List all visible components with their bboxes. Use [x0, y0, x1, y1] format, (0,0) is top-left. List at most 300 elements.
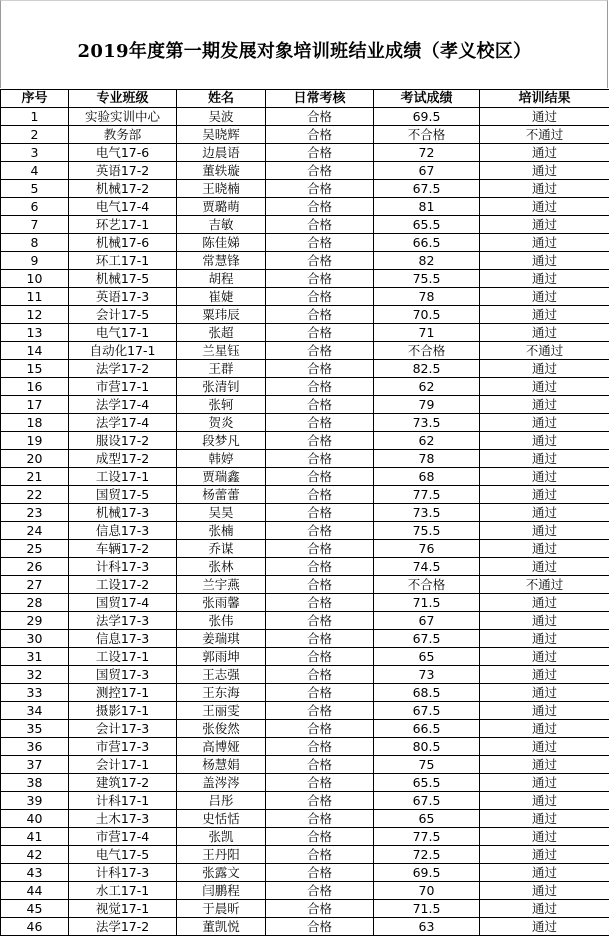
row-daily-assessment-cell: 合格 [266, 270, 374, 288]
row-index-cell: 5 [1, 180, 69, 198]
table-row [1, 576, 609, 594]
row-name-cell: 姜瑞琪 [177, 630, 266, 648]
row-index-cell: 26 [1, 558, 69, 576]
table-body [1, 108, 609, 936]
row-daily-assessment-cell: 合格 [266, 432, 374, 450]
row-class-cell: 电气17-1 [69, 324, 177, 342]
row-class-cell: 工设17-2 [69, 576, 177, 594]
table-row [1, 684, 609, 702]
row-training-result-cell: 通过 [480, 756, 609, 774]
row-training-result-cell: 通过 [480, 648, 609, 666]
table-row [1, 540, 609, 558]
row-exam-score-cell: 67 [374, 162, 480, 180]
row-index-cell: 25 [1, 540, 69, 558]
row-exam-score-cell: 77.5 [374, 486, 480, 504]
row-index-cell: 43 [1, 864, 69, 882]
table-row [1, 594, 609, 612]
row-index-cell: 29 [1, 612, 69, 630]
row-class-cell: 机械17-6 [69, 234, 177, 252]
row-name-cell: 兰宇燕 [177, 576, 266, 594]
row-daily-assessment-cell: 合格 [266, 504, 374, 522]
row-training-result-cell: 通过 [480, 774, 609, 792]
row-index-cell: 23 [1, 504, 69, 522]
row-exam-score-cell: 65 [374, 810, 480, 828]
row-index-cell: 41 [1, 828, 69, 846]
row-name-cell: 张林 [177, 558, 266, 576]
row-training-result-cell: 通过 [480, 468, 609, 486]
row-class-cell: 英语17-3 [69, 288, 177, 306]
row-class-cell: 计科17-3 [69, 558, 177, 576]
row-name-cell: 贺炎 [177, 414, 266, 432]
row-training-result-cell: 通过 [480, 630, 609, 648]
row-class-cell: 环艺17-1 [69, 216, 177, 234]
row-exam-score-cell: 78 [374, 450, 480, 468]
table-row [1, 126, 609, 144]
row-daily-assessment-cell: 合格 [266, 882, 374, 900]
row-name-cell: 王丽雯 [177, 702, 266, 720]
row-name-cell: 张雨馨 [177, 594, 266, 612]
row-training-result-cell: 通过 [480, 288, 609, 306]
column-header-index: 序号 [1, 90, 69, 108]
row-daily-assessment-cell: 合格 [266, 252, 374, 270]
row-class-cell: 市营17-3 [69, 738, 177, 756]
table-row [1, 864, 609, 882]
row-name-cell: 吴昊 [177, 504, 266, 522]
table-row [1, 234, 609, 252]
row-index-cell: 39 [1, 792, 69, 810]
table-row [1, 846, 609, 864]
row-index-cell: 6 [1, 198, 69, 216]
row-name-cell: 闫鹏程 [177, 882, 266, 900]
row-daily-assessment-cell: 合格 [266, 234, 374, 252]
row-name-cell: 高博娅 [177, 738, 266, 756]
row-name-cell: 王丹阳 [177, 846, 266, 864]
row-daily-assessment-cell: 合格 [266, 198, 374, 216]
row-name-cell: 王晓楠 [177, 180, 266, 198]
table-row [1, 216, 609, 234]
row-daily-assessment-cell: 合格 [266, 486, 374, 504]
row-daily-assessment-cell: 合格 [266, 846, 374, 864]
row-name-cell: 张轲 [177, 396, 266, 414]
row-class-cell: 车辆17-2 [69, 540, 177, 558]
row-exam-score-cell: 82.5 [374, 360, 480, 378]
row-training-result-cell: 通过 [480, 144, 609, 162]
row-daily-assessment-cell: 合格 [266, 324, 374, 342]
row-name-cell: 张俊然 [177, 720, 266, 738]
row-exam-score-cell: 71 [374, 324, 480, 342]
row-name-cell: 郭雨坤 [177, 648, 266, 666]
row-class-cell: 法学17-2 [69, 918, 177, 936]
row-exam-score-cell: 73 [374, 666, 480, 684]
row-daily-assessment-cell: 合格 [266, 522, 374, 540]
row-exam-score-cell: 70.5 [374, 306, 480, 324]
table-row [1, 630, 609, 648]
row-daily-assessment-cell: 合格 [266, 360, 374, 378]
row-name-cell: 贾瑞鑫 [177, 468, 266, 486]
row-index-cell: 14 [1, 342, 69, 360]
row-index-cell: 30 [1, 630, 69, 648]
table-row [1, 432, 609, 450]
row-name-cell: 张楠 [177, 522, 266, 540]
row-daily-assessment-cell: 合格 [266, 414, 374, 432]
row-training-result-cell: 通过 [480, 918, 609, 936]
row-index-cell: 19 [1, 432, 69, 450]
row-index-cell: 21 [1, 468, 69, 486]
row-daily-assessment-cell: 合格 [266, 342, 374, 360]
row-name-cell: 于晨昕 [177, 900, 266, 918]
row-index-cell: 22 [1, 486, 69, 504]
row-training-result-cell: 通过 [480, 162, 609, 180]
row-daily-assessment-cell: 合格 [266, 288, 374, 306]
row-exam-score-cell: 67.5 [374, 792, 480, 810]
row-exam-score-cell: 68.5 [374, 684, 480, 702]
row-training-result-cell: 通过 [480, 180, 609, 198]
row-training-result-cell: 通过 [480, 414, 609, 432]
row-daily-assessment-cell: 合格 [266, 756, 374, 774]
column-header-training-result: 培训结果 [480, 90, 609, 108]
row-exam-score-cell: 不合格 [374, 126, 480, 144]
row-exam-score-cell: 65.5 [374, 216, 480, 234]
table-row [1, 702, 609, 720]
row-class-cell: 电气17-6 [69, 144, 177, 162]
row-training-result-cell: 通过 [480, 612, 609, 630]
row-exam-score-cell: 67.5 [374, 702, 480, 720]
row-training-result-cell: 通过 [480, 360, 609, 378]
row-training-result-cell: 通过 [480, 198, 609, 216]
column-header-name: 姓名 [177, 90, 266, 108]
row-class-cell: 视觉17-1 [69, 900, 177, 918]
row-index-cell: 32 [1, 666, 69, 684]
row-exam-score-cell: 81 [374, 198, 480, 216]
row-training-result-cell: 通过 [480, 864, 609, 882]
row-training-result-cell: 通过 [480, 252, 609, 270]
row-name-cell: 胡程 [177, 270, 266, 288]
table-row [1, 882, 609, 900]
row-index-cell: 34 [1, 702, 69, 720]
table-row [1, 342, 609, 360]
row-index-cell: 44 [1, 882, 69, 900]
row-training-result-cell: 通过 [480, 792, 609, 810]
row-daily-assessment-cell: 合格 [266, 612, 374, 630]
row-daily-assessment-cell: 合格 [266, 792, 374, 810]
row-training-result-cell: 通过 [480, 234, 609, 252]
row-exam-score-cell: 67 [374, 612, 480, 630]
table-row [1, 306, 609, 324]
column-header-daily-assessment: 日常考核 [266, 90, 374, 108]
row-exam-score-cell: 69.5 [374, 864, 480, 882]
row-index-cell: 13 [1, 324, 69, 342]
row-name-cell: 张伟 [177, 612, 266, 630]
row-class-cell: 国贸17-5 [69, 486, 177, 504]
row-name-cell: 杨蕾蕾 [177, 486, 266, 504]
row-name-cell: 吴晓辉 [177, 126, 266, 144]
row-training-result-cell: 通过 [480, 558, 609, 576]
table-row [1, 666, 609, 684]
row-index-cell: 46 [1, 918, 69, 936]
row-class-cell: 法学17-4 [69, 396, 177, 414]
row-daily-assessment-cell: 合格 [266, 738, 374, 756]
row-daily-assessment-cell: 合格 [266, 810, 374, 828]
row-class-cell: 工设17-1 [69, 648, 177, 666]
row-class-cell: 会计17-3 [69, 720, 177, 738]
table-row [1, 198, 609, 216]
row-daily-assessment-cell: 合格 [266, 540, 374, 558]
table-row [1, 504, 609, 522]
row-daily-assessment-cell: 合格 [266, 900, 374, 918]
row-exam-score-cell: 74.5 [374, 558, 480, 576]
row-index-cell: 28 [1, 594, 69, 612]
row-class-cell: 电气17-5 [69, 846, 177, 864]
row-daily-assessment-cell: 合格 [266, 648, 374, 666]
row-exam-score-cell: 不合格 [374, 342, 480, 360]
row-index-cell: 31 [1, 648, 69, 666]
row-index-cell: 1 [1, 108, 69, 126]
row-index-cell: 12 [1, 306, 69, 324]
row-name-cell: 王群 [177, 360, 266, 378]
row-name-cell: 盖涔涔 [177, 774, 266, 792]
row-training-result-cell: 通过 [480, 846, 609, 864]
row-exam-score-cell: 68 [374, 468, 480, 486]
row-class-cell: 环工17-1 [69, 252, 177, 270]
row-exam-score-cell: 67.5 [374, 180, 480, 198]
row-daily-assessment-cell: 合格 [266, 180, 374, 198]
row-daily-assessment-cell: 合格 [266, 306, 374, 324]
column-header-class: 专业班级 [69, 90, 177, 108]
row-training-result-cell: 通过 [480, 396, 609, 414]
row-index-cell: 35 [1, 720, 69, 738]
row-class-cell: 信息17-3 [69, 630, 177, 648]
table-row [1, 558, 609, 576]
row-daily-assessment-cell: 合格 [266, 720, 374, 738]
row-name-cell: 董凯悦 [177, 918, 266, 936]
row-training-result-cell: 通过 [480, 810, 609, 828]
row-exam-score-cell: 73.5 [374, 504, 480, 522]
row-class-cell: 机械17-3 [69, 504, 177, 522]
table-row [1, 414, 609, 432]
row-daily-assessment-cell: 合格 [266, 702, 374, 720]
row-name-cell: 王志强 [177, 666, 266, 684]
table-header [1, 90, 609, 108]
table-row [1, 378, 609, 396]
row-exam-score-cell: 77.5 [374, 828, 480, 846]
row-index-cell: 27 [1, 576, 69, 594]
row-name-cell: 粟玮辰 [177, 306, 266, 324]
row-class-cell: 实验实训中心 [69, 108, 177, 126]
row-daily-assessment-cell: 合格 [266, 630, 374, 648]
table-row [1, 792, 609, 810]
row-daily-assessment-cell: 合格 [266, 378, 374, 396]
row-index-cell: 10 [1, 270, 69, 288]
row-exam-score-cell: 72.5 [374, 846, 480, 864]
row-index-cell: 36 [1, 738, 69, 756]
row-training-result-cell: 通过 [480, 270, 609, 288]
row-training-result-cell: 不通过 [480, 342, 609, 360]
row-index-cell: 24 [1, 522, 69, 540]
row-name-cell: 王东海 [177, 684, 266, 702]
table-row [1, 252, 609, 270]
grades-table [0, 89, 609, 936]
row-training-result-cell: 通过 [480, 324, 609, 342]
row-exam-score-cell: 不合格 [374, 576, 480, 594]
row-exam-score-cell: 71.5 [374, 900, 480, 918]
row-index-cell: 20 [1, 450, 69, 468]
row-class-cell: 水工17-1 [69, 882, 177, 900]
row-exam-score-cell: 79 [374, 396, 480, 414]
row-name-cell: 韩婷 [177, 450, 266, 468]
row-name-cell: 吕彤 [177, 792, 266, 810]
row-daily-assessment-cell: 合格 [266, 162, 374, 180]
row-daily-assessment-cell: 合格 [266, 126, 374, 144]
row-index-cell: 16 [1, 378, 69, 396]
row-exam-score-cell: 62 [374, 432, 480, 450]
row-name-cell: 吴波 [177, 108, 266, 126]
row-exam-score-cell: 75.5 [374, 270, 480, 288]
row-name-cell: 张凯 [177, 828, 266, 846]
row-training-result-cell: 通过 [480, 504, 609, 522]
row-index-cell: 45 [1, 900, 69, 918]
table-row [1, 108, 609, 126]
row-name-cell: 兰星钰 [177, 342, 266, 360]
row-training-result-cell: 通过 [480, 594, 609, 612]
row-index-cell: 33 [1, 684, 69, 702]
column-header-exam-score: 考试成绩 [374, 90, 480, 108]
table-row [1, 810, 609, 828]
row-daily-assessment-cell: 合格 [266, 666, 374, 684]
row-exam-score-cell: 80.5 [374, 738, 480, 756]
row-class-cell: 成型17-2 [69, 450, 177, 468]
row-class-cell: 测控17-1 [69, 684, 177, 702]
row-exam-score-cell: 72 [374, 144, 480, 162]
row-training-result-cell: 不通过 [480, 576, 609, 594]
row-exam-score-cell: 66.5 [374, 720, 480, 738]
row-exam-score-cell: 65.5 [374, 774, 480, 792]
row-training-result-cell: 通过 [480, 702, 609, 720]
table-row [1, 720, 609, 738]
row-daily-assessment-cell: 合格 [266, 558, 374, 576]
row-class-cell: 市营17-4 [69, 828, 177, 846]
row-exam-score-cell: 69.5 [374, 108, 480, 126]
row-training-result-cell: 通过 [480, 738, 609, 756]
row-exam-score-cell: 62 [374, 378, 480, 396]
row-training-result-cell: 通过 [480, 108, 609, 126]
table-row [1, 522, 609, 540]
row-class-cell: 土木17-3 [69, 810, 177, 828]
row-name-cell: 崔婕 [177, 288, 266, 306]
row-index-cell: 17 [1, 396, 69, 414]
row-class-cell: 服设17-2 [69, 432, 177, 450]
row-name-cell: 常慧锋 [177, 252, 266, 270]
row-daily-assessment-cell: 合格 [266, 216, 374, 234]
row-class-cell: 摄影17-1 [69, 702, 177, 720]
row-class-cell: 工设17-1 [69, 468, 177, 486]
row-index-cell: 8 [1, 234, 69, 252]
row-daily-assessment-cell: 合格 [266, 144, 374, 162]
row-training-result-cell: 通过 [480, 882, 609, 900]
page-title: 2019年度第一期发展对象培训班结业成绩（孝义校区） [77, 41, 532, 62]
header-row [1, 90, 609, 108]
row-exam-score-cell: 70 [374, 882, 480, 900]
table-row [1, 270, 609, 288]
row-exam-score-cell: 63 [374, 918, 480, 936]
row-class-cell: 电气17-4 [69, 198, 177, 216]
row-daily-assessment-cell: 合格 [266, 828, 374, 846]
table-row [1, 828, 609, 846]
row-training-result-cell: 通过 [480, 540, 609, 558]
row-exam-score-cell: 71.5 [374, 594, 480, 612]
row-index-cell: 2 [1, 126, 69, 144]
row-exam-score-cell: 66.5 [374, 234, 480, 252]
row-index-cell: 4 [1, 162, 69, 180]
row-exam-score-cell: 65 [374, 648, 480, 666]
row-exam-score-cell: 82 [374, 252, 480, 270]
row-training-result-cell: 通过 [480, 666, 609, 684]
row-index-cell: 3 [1, 144, 69, 162]
table-row [1, 324, 609, 342]
row-name-cell: 张清钊 [177, 378, 266, 396]
table-row [1, 288, 609, 306]
table-row [1, 648, 609, 666]
row-training-result-cell: 通过 [480, 828, 609, 846]
row-exam-score-cell: 76 [374, 540, 480, 558]
row-class-cell: 机械17-2 [69, 180, 177, 198]
row-name-cell: 陈佳娣 [177, 234, 266, 252]
row-index-cell: 37 [1, 756, 69, 774]
table-row [1, 900, 609, 918]
row-class-cell: 国贸17-4 [69, 594, 177, 612]
row-daily-assessment-cell: 合格 [266, 450, 374, 468]
table-row [1, 756, 609, 774]
row-daily-assessment-cell: 合格 [266, 594, 374, 612]
row-class-cell: 会计17-1 [69, 756, 177, 774]
row-index-cell: 15 [1, 360, 69, 378]
row-exam-score-cell: 73.5 [374, 414, 480, 432]
row-index-cell: 9 [1, 252, 69, 270]
row-training-result-cell: 通过 [480, 486, 609, 504]
table-row [1, 738, 609, 756]
row-class-cell: 法学17-4 [69, 414, 177, 432]
row-training-result-cell: 通过 [480, 432, 609, 450]
row-daily-assessment-cell: 合格 [266, 108, 374, 126]
table-row [1, 396, 609, 414]
row-name-cell: 贾璐萌 [177, 198, 266, 216]
row-training-result-cell: 通过 [480, 216, 609, 234]
row-daily-assessment-cell: 合格 [266, 468, 374, 486]
row-daily-assessment-cell: 合格 [266, 396, 374, 414]
row-training-result-cell: 通过 [480, 684, 609, 702]
row-class-cell: 会计17-5 [69, 306, 177, 324]
row-daily-assessment-cell: 合格 [266, 864, 374, 882]
table-row [1, 360, 609, 378]
row-daily-assessment-cell: 合格 [266, 576, 374, 594]
row-class-cell: 自动化17-1 [69, 342, 177, 360]
table-row [1, 450, 609, 468]
table-row [1, 162, 609, 180]
row-class-cell: 教务部 [69, 126, 177, 144]
row-name-cell: 董轶璇 [177, 162, 266, 180]
row-exam-score-cell: 75 [374, 756, 480, 774]
row-class-cell: 法学17-2 [69, 360, 177, 378]
row-name-cell: 边晨语 [177, 144, 266, 162]
row-class-cell: 信息17-3 [69, 522, 177, 540]
row-class-cell: 机械17-5 [69, 270, 177, 288]
table-row [1, 180, 609, 198]
row-index-cell: 11 [1, 288, 69, 306]
row-name-cell: 段梦凡 [177, 432, 266, 450]
row-index-cell: 18 [1, 414, 69, 432]
row-training-result-cell: 通过 [480, 900, 609, 918]
row-index-cell: 40 [1, 810, 69, 828]
table-row [1, 144, 609, 162]
